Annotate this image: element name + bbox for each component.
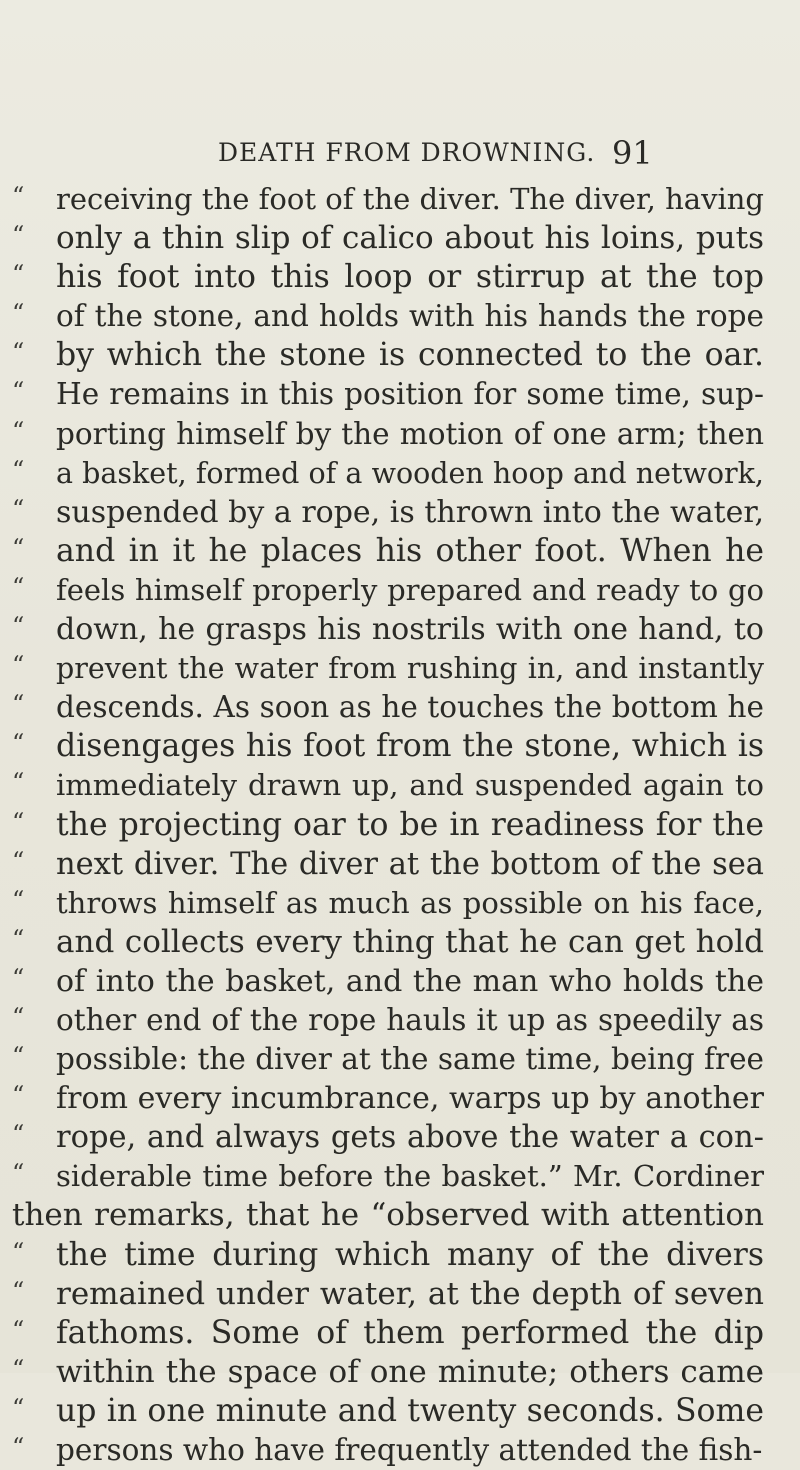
quote-mark: “ [12,651,25,680]
line-text: up in one minute and twenty seconds. Some [56,1392,764,1429]
text-line [0,1157,800,1196]
quote-mark: “ [12,885,25,914]
quote-mark: “ [12,455,25,484]
line-text: a basket, formed of a wooden hoop and network, [56,456,764,490]
text-line [0,1353,800,1392]
running-title: DEATH FROM DROWNING. [218,138,596,167]
line-text: descends. As soon as he touches the bottom he [56,690,764,725]
quote-mark: “ [12,768,25,797]
text-line [0,766,800,805]
line-text: only a thin slip of calico about his loins, puts [56,220,764,257]
text-line [0,1040,800,1079]
quote-mark: “ [12,416,25,445]
line-text: from every incumbrance, warps up by another [56,1081,764,1117]
line-text: the projecting oar to be in readiness for the [56,806,764,843]
text-line [0,1236,800,1275]
line-text: remained under water, at the depth of seven [56,1275,764,1312]
line-text: rope, and always gets above the water a con- [56,1120,764,1156]
line-text: suspended by a rope, is thrown into the water, [56,494,764,530]
quote-mark: “ [12,1354,25,1383]
line-text: of the stone, and holds with his hands the rope [56,299,764,334]
line-text: throws himself as much as possible on his face, [56,885,764,920]
text-line [0,1431,800,1470]
quote-mark: “ [12,1393,25,1422]
line-text: and collects every thing that he can get hold [56,923,764,960]
quote-mark: “ [12,924,25,953]
line-text: immediately drawn up, and suspended again to [56,768,764,803]
text-line [0,845,800,884]
line-text: feels himself properly prepared and ready to go [56,572,764,607]
text-line [0,688,800,727]
text-line [0,610,800,649]
quote-mark: “ [12,572,25,601]
text-line [0,1118,800,1157]
text-line [0,454,800,493]
text-line [0,1392,800,1431]
quote-mark: “ [12,846,25,875]
line-text: possible: the diver at the same time, being free [56,1042,764,1077]
quote-mark: “ [12,729,25,758]
quote-mark: “ [12,221,25,250]
page-number: 91 [612,134,653,172]
text-line [0,219,800,258]
quote-mark: “ [12,338,25,367]
text-line [0,1196,800,1235]
quote-mark: “ [12,1042,25,1071]
text-line [0,1001,800,1040]
text-line [0,923,800,962]
text-line [0,571,800,610]
text-line [0,884,800,923]
quote-mark: “ [12,1081,25,1110]
line-text: the time during which many of the divers [56,1236,764,1273]
line-text: disengages his foot from the stone, which is [56,728,764,765]
quote-mark: “ [12,377,25,406]
text-line [0,962,800,1001]
text-line [0,1314,800,1353]
line-text: other end of the rope hauls it up as speedily as [56,1002,764,1037]
quote-mark: “ [12,299,25,328]
line-text: then remarks, that he “observed with attention [12,1197,764,1234]
quote-mark: “ [12,690,25,719]
quote-mark: “ [12,612,25,641]
text-line [0,1079,800,1118]
line-text: He remains in this position for some time, sup- [56,377,764,412]
quote-mark: “ [12,1120,25,1149]
quote-mark: “ [12,807,25,836]
text-line [0,532,800,571]
quote-mark: “ [12,1159,25,1188]
line-text: siderable time before the basket.” Mr. Cordiner [56,1159,764,1194]
text-line [0,806,800,845]
quote-mark: “ [12,533,25,562]
line-text: his foot into this loop or stirrup at the top [56,259,764,296]
body-text [0,180,800,1470]
line-text: within the space of one minute; others came [56,1353,764,1390]
quote-mark: “ [12,963,25,992]
quote-mark: “ [12,182,25,210]
text-line [0,336,800,375]
line-text: of into the basket, and the man who holds the [56,963,764,999]
quote-mark: “ [12,1237,25,1266]
text-line [0,180,800,219]
line-text: by which the stone is connected to the oar. [56,337,764,374]
quote-mark: “ [12,1276,25,1305]
quote-mark: “ [12,1433,25,1461]
line-text: porting himself by the motion of one arm; then [56,416,764,451]
text-line [0,258,800,297]
text-line [0,375,800,414]
line-text: prevent the water from rushing in, and instantly [56,652,764,686]
page-header [0,134,800,178]
text-line [0,493,800,532]
quote-mark: “ [12,1315,25,1344]
line-text: down, he grasps his nostrils with one hand, to [56,612,764,648]
text-line [0,649,800,688]
quote-mark: “ [12,260,25,289]
line-text: next diver. The diver at the bottom of the sea [56,846,764,882]
text-line [0,1275,800,1314]
line-text: and in it he places his other foot. When he [56,532,764,569]
quote-mark: “ [12,1002,25,1031]
line-text: receiving the foot of the diver. The diver, having [56,182,764,216]
line-text: fathoms. Some of them performed the dip [56,1314,764,1351]
quote-mark: “ [12,494,25,523]
text-line [0,297,800,336]
line-text: persons who have frequently attended the fish- [56,1433,763,1467]
text-line [0,727,800,766]
text-line [0,415,800,454]
